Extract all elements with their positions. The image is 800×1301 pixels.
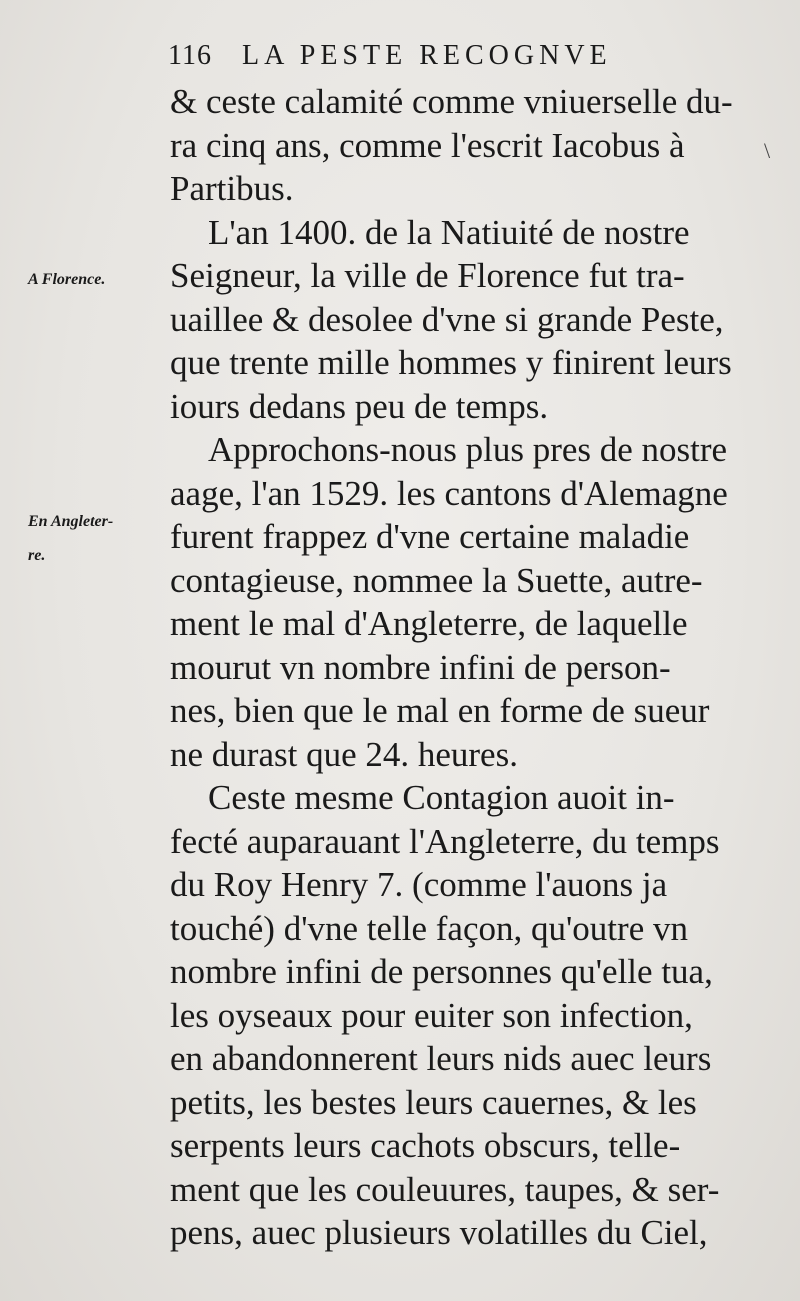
margin-stray-mark: \ bbox=[764, 138, 771, 163]
text-line: nombre infini de personnes qu'elle tua, bbox=[170, 952, 713, 991]
text-line: uaillee & desolee d'vne si grande Peste, bbox=[170, 299, 724, 339]
text-line: les oyseaux pour euiter son infection, bbox=[170, 995, 693, 1035]
text-line: touché) d'vne telle façon, qu'outre vn bbox=[170, 908, 688, 948]
text-line: iours dedans peu de temps. bbox=[170, 386, 549, 426]
text-line: que trente mille hommes y finirent leurs bbox=[170, 343, 732, 382]
text-line: ne durast que 24. heures. bbox=[170, 734, 518, 774]
text-line: en abandonnerent leurs nids auec leurs bbox=[170, 1039, 712, 1078]
margin-note-angleterre-2: re. bbox=[28, 547, 46, 564]
text-line: nes, bien que le mal en forme de sueur bbox=[170, 691, 710, 730]
text-line: aage, l'an 1529. les cantons d'Alemagne bbox=[170, 473, 728, 513]
paragraph-start-line: Approchons-nous plus pres de nostre bbox=[208, 430, 728, 469]
text-line: serpents leurs cachots obscurs, telle- bbox=[170, 1126, 681, 1165]
margin-note-angleterre-1: En Angleter- bbox=[28, 513, 114, 530]
text-line: ra cinq ans, comme l'escrit Iacobus à bbox=[170, 125, 685, 165]
body-text bbox=[170, 80, 760, 1255]
text-line: & ceste calamité comme vniuerselle du- bbox=[170, 82, 733, 121]
margin-note-florence: A Florence. bbox=[28, 271, 106, 288]
text-line: pens, auec plusieurs volatilles du Ciel, bbox=[170, 1213, 708, 1252]
text-line: Seigneur, la ville de Florence fut tra- bbox=[170, 256, 685, 295]
text-line: ment le mal d'Angleterre, de laquelle bbox=[170, 604, 688, 643]
text-line: contagieuse, nommee la Suette, autre- bbox=[170, 560, 703, 600]
text-line: fecté auparauant l'Angleterre, du temps bbox=[170, 821, 720, 861]
text-line: ment que les couleuures, taupes, & ser- bbox=[170, 1169, 720, 1209]
text-line: du Roy Henry 7. (comme l'auons ja bbox=[170, 865, 668, 904]
text-line: petits, les bestes leurs cauernes, & les bbox=[170, 1082, 697, 1122]
running-header bbox=[168, 40, 612, 72]
text-line: furent frappez d'vne certaine maladie bbox=[170, 517, 690, 556]
page-number: 116 bbox=[168, 40, 212, 71]
running-title: LA PESTE RECOGNVE bbox=[241, 40, 612, 71]
text-line: mourut vn nombre infini de person- bbox=[170, 647, 671, 687]
paragraph-start-line: L'an 1400. de la Natiuité de nostre bbox=[208, 212, 690, 252]
text-line: Partibus. bbox=[170, 169, 294, 208]
paragraph-start-line: Ceste mesme Contagion auoit in- bbox=[208, 778, 675, 817]
